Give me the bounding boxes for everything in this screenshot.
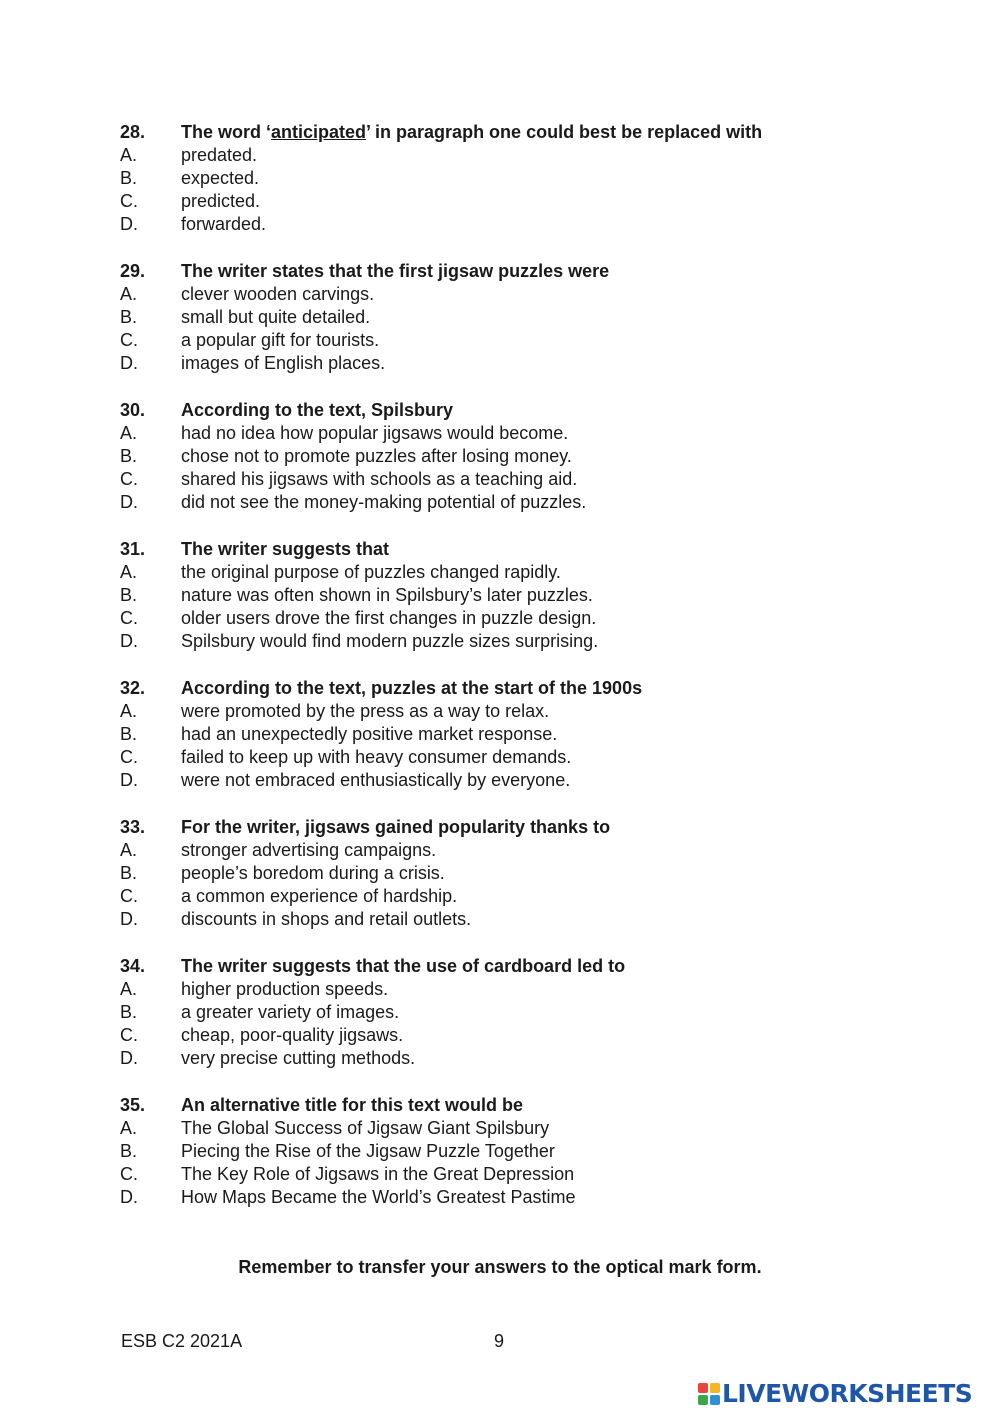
question-stem: [120, 399, 880, 422]
option-text: were not embraced enthusiastically by everyone.: [181, 770, 571, 790]
option-letter: B.: [120, 307, 138, 327]
option-b[interactable]: [120, 1001, 880, 1024]
option-text: very precise cutting methods.: [181, 1048, 416, 1068]
question-33: [120, 816, 880, 931]
option-d[interactable]: [120, 491, 880, 514]
option-text: a greater variety of images.: [181, 1002, 400, 1022]
option-letter: B.: [120, 168, 138, 188]
option-d[interactable]: [120, 213, 880, 236]
option-b[interactable]: [120, 1140, 880, 1163]
option-text: a common experience of hardship.: [181, 886, 458, 906]
question-text: The writer suggests that: [181, 539, 390, 559]
option-text: did not see the money-making potential of puzzles.: [181, 492, 587, 512]
stem-pre: The word ‘: [181, 122, 271, 142]
option-letter: B.: [120, 1002, 138, 1022]
option-letter: A.: [120, 1118, 138, 1138]
option-letter: D.: [120, 492, 138, 512]
option-letter: A.: [120, 562, 138, 582]
option-c[interactable]: [120, 468, 880, 491]
question-number: 31.: [120, 539, 146, 559]
option-b[interactable]: [120, 445, 880, 468]
option-d[interactable]: [120, 352, 880, 375]
option-letter: C.: [120, 330, 138, 350]
footer-exam-code: ESB C2 2021A: [121, 1331, 243, 1351]
option-letter: D.: [120, 353, 138, 373]
option-d[interactable]: [120, 908, 880, 931]
question-text: The writer states that the first jigsaw puzzles were: [181, 261, 610, 281]
option-c[interactable]: [120, 607, 880, 630]
option-a[interactable]: [120, 1117, 880, 1140]
option-text: Piecing the Rise of the Jigsaw Puzzle Together: [181, 1141, 555, 1161]
option-letter: A.: [120, 979, 138, 999]
option-b[interactable]: [120, 167, 880, 190]
question-stem: [120, 260, 880, 283]
option-b[interactable]: [120, 306, 880, 329]
question-29: [120, 260, 880, 375]
option-letter: C.: [120, 886, 138, 906]
option-d[interactable]: [120, 630, 880, 653]
option-d[interactable]: [120, 1186, 880, 1209]
option-text: stronger advertising campaigns.: [181, 840, 437, 860]
underlined-word: anticipated: [271, 122, 367, 142]
question-text: An alternative title for this text would be: [181, 1095, 524, 1115]
option-text: predated.: [181, 145, 258, 165]
stem-post: ’ in paragraph one could best be replaced with: [366, 122, 763, 142]
question-stem: [120, 538, 880, 561]
option-letter: D.: [120, 909, 138, 929]
option-letter: B.: [120, 724, 138, 744]
logo-text: LIVEWORKSHEETS: [722, 1379, 973, 1408]
question-30: [120, 399, 880, 514]
option-a[interactable]: [120, 422, 880, 445]
question-number: 33.: [120, 817, 146, 837]
option-letter: A.: [120, 145, 138, 165]
question-32: [120, 677, 880, 792]
option-text: small but quite detailed.: [181, 307, 371, 327]
option-letter: C.: [120, 191, 138, 211]
option-text: people’s boredom during a crisis.: [181, 863, 445, 883]
option-text: How Maps Became the World’s Greatest Pastime: [181, 1187, 576, 1207]
option-text: higher production speeds.: [181, 979, 389, 999]
option-c[interactable]: [120, 1024, 880, 1047]
question-number: 35.: [120, 1095, 146, 1115]
option-text: failed to keep up with heavy consumer demands.: [181, 747, 572, 767]
option-letter: C.: [120, 1025, 138, 1045]
option-letter: D.: [120, 1187, 138, 1207]
option-text: nature was often shown in Spilsbury’s later puzzles.: [181, 585, 593, 605]
option-letter: D.: [120, 1048, 138, 1068]
option-a[interactable]: [120, 839, 880, 862]
option-letter: C.: [120, 1164, 138, 1184]
option-letter: A.: [120, 423, 138, 443]
option-a[interactable]: [120, 283, 880, 306]
option-letter: D.: [120, 631, 138, 651]
question-number: 32.: [120, 678, 146, 698]
option-letter: A.: [120, 284, 138, 304]
option-text: clever wooden carvings.: [181, 284, 375, 304]
option-a[interactable]: [120, 144, 880, 167]
logo-square: [710, 1395, 720, 1405]
option-letter: A.: [120, 840, 138, 860]
question-stem: [120, 677, 880, 700]
question-stem: [120, 121, 880, 144]
question-text: For the writer, jigsaws gained popularity thanks to: [181, 817, 611, 837]
option-b[interactable]: [120, 862, 880, 885]
option-letter: B.: [120, 1141, 138, 1161]
question-number: 34.: [120, 956, 146, 976]
option-c[interactable]: [120, 885, 880, 908]
option-d[interactable]: [120, 769, 880, 792]
question-text: The writer suggests that the use of cardboard led to: [181, 956, 626, 976]
question-28: [120, 121, 880, 236]
option-c[interactable]: [120, 746, 880, 769]
option-c[interactable]: [120, 1163, 880, 1186]
option-letter: C.: [120, 469, 138, 489]
question-text: According to the text, puzzles at the start of the 1900s: [181, 678, 643, 698]
option-text: Spilsbury would find modern puzzle sizes surprising.: [181, 631, 599, 651]
option-letter: B.: [120, 585, 138, 605]
question-text: According to the text, Spilsbury: [181, 400, 454, 420]
option-text: The Global Success of Jigsaw Giant Spilsbury: [181, 1118, 550, 1138]
question-stem: [120, 955, 880, 978]
option-d[interactable]: [120, 1047, 880, 1070]
option-a[interactable]: [120, 700, 880, 723]
question-number: 29.: [120, 261, 146, 281]
reminder-text: Remember to transfer your answers to the optical mark form.: [238, 1257, 762, 1277]
option-text: older users drove the first changes in puzzle design.: [181, 608, 597, 628]
option-letter: D.: [120, 214, 138, 234]
option-text: forwarded.: [181, 214, 267, 234]
page-number: 9: [494, 1331, 505, 1351]
option-letter: A.: [120, 701, 138, 721]
option-letter: D.: [120, 770, 138, 790]
question-text: [181, 121, 762, 144]
option-text: were promoted by the press as a way to relax.: [181, 701, 550, 721]
question-34: [120, 955, 880, 1070]
option-text: had an unexpectedly positive market response.: [181, 724, 558, 744]
question-number: 30.: [120, 400, 146, 420]
logo-square: [698, 1383, 708, 1393]
option-c[interactable]: [120, 329, 880, 352]
question-stem: [120, 816, 880, 839]
logo-square: [710, 1383, 720, 1393]
option-letter: C.: [120, 608, 138, 628]
option-letter: B.: [120, 446, 138, 466]
option-text: the original purpose of puzzles changed rapidly.: [181, 562, 561, 582]
option-letter: C.: [120, 747, 138, 767]
option-text: The Key Role of Jigsaws in the Great Depression: [181, 1164, 575, 1184]
option-text: predicted.: [181, 191, 261, 211]
option-text: discounts in shops and retail outlets.: [181, 909, 472, 929]
option-a[interactable]: [120, 561, 880, 584]
option-b[interactable]: [120, 584, 880, 607]
question-35: [120, 1094, 880, 1209]
question-number: 28.: [120, 122, 146, 142]
logo-square: [698, 1395, 708, 1405]
option-text: cheap, poor-quality jigsaws.: [181, 1025, 404, 1045]
option-text: chose not to promote puzzles after losing money.: [181, 446, 572, 466]
option-text: expected.: [181, 168, 260, 188]
option-b[interactable]: [120, 723, 880, 746]
option-text: had no idea how popular jigsaws would become.: [181, 423, 569, 443]
option-letter: B.: [120, 863, 138, 883]
option-text: images of English places.: [181, 353, 386, 373]
option-text: a popular gift for tourists.: [181, 330, 380, 350]
question-stem: [120, 1094, 880, 1117]
option-c[interactable]: [120, 190, 880, 213]
liveworksheets-logo[interactable]: [698, 1379, 972, 1408]
option-text: shared his jigsaws with schools as a teaching aid.: [181, 469, 578, 489]
option-a[interactable]: [120, 978, 880, 1001]
question-31: [120, 538, 880, 653]
liveworksheets-logo-icon: [698, 1383, 720, 1405]
